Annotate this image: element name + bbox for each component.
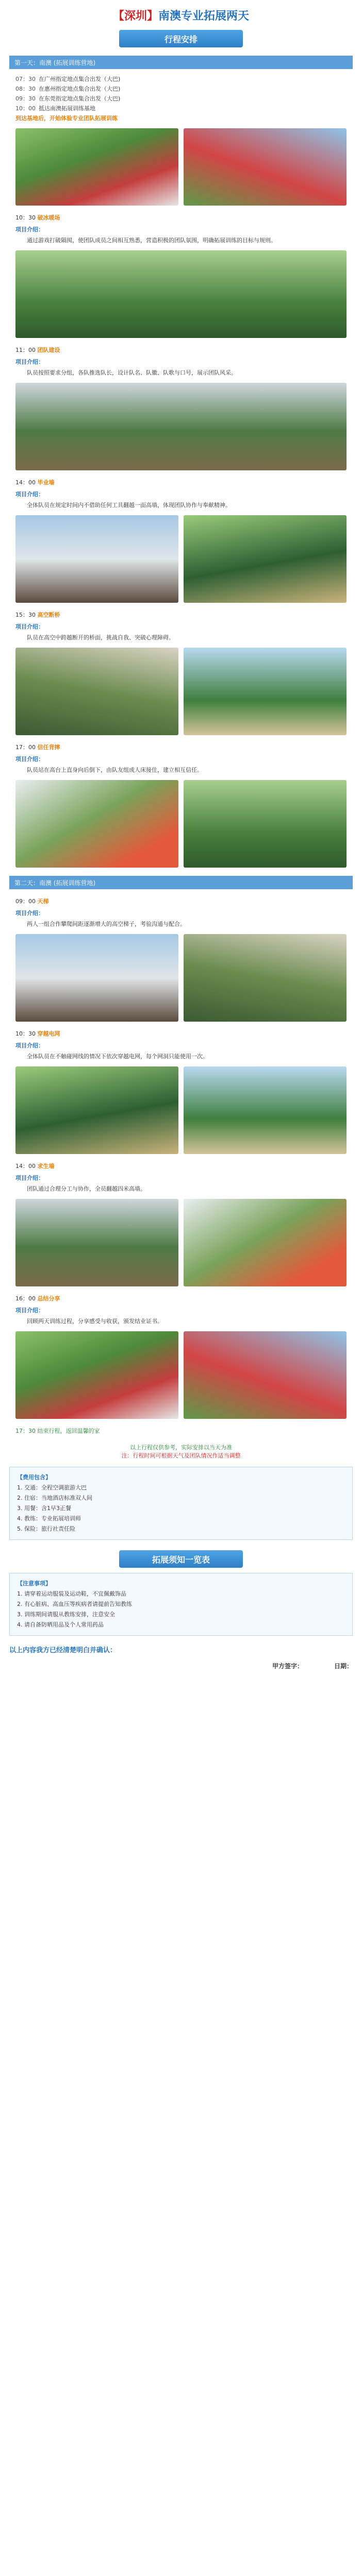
photo-high-bridge-2	[184, 648, 347, 735]
day2-end: 17：30 结束行程，返回温馨的家	[15, 1428, 100, 1434]
activity-desc: 团队通过合理分工与协作，全员翻越四米高墙。	[27, 1185, 146, 1192]
signature-line	[9, 1660, 353, 1672]
activity-name: 高空断桥	[37, 612, 60, 618]
photo-graduation-wall	[15, 515, 178, 603]
photo-row	[15, 383, 347, 470]
activity-label: 项目介绍：	[15, 910, 44, 917]
activity: 10：30 破冰暖场 项目介绍： 通过游戏打破隔阂，使团队成员之间相互熟悉，营造积极的团队氛围，明确拓展训练的目标与规则。	[15, 213, 347, 245]
day2-header: 第二天：南澳 (拓展训练营地)	[9, 876, 353, 889]
activity-name: 求生墙	[37, 1163, 55, 1170]
activity-desc: 全体队员在规定时间内不借助任何工具翻越一面高墙，体现团队协作与奉献精神。	[27, 502, 231, 509]
photo-row	[15, 250, 347, 338]
page-title	[0, 0, 362, 30]
note-green: 以上行程仅供参考，实际安排以当天为准	[130, 1444, 232, 1451]
activity-label: 项目介绍：	[15, 1175, 44, 1181]
photo-row	[15, 1199, 347, 1286]
cost-item: 5. 保险：旅行社责任险	[17, 1526, 75, 1532]
cost-item: 1. 交通：全程空调旅游大巴	[17, 1484, 87, 1491]
activity-desc: 队员站在高台上直身向后倒下，由队友组成人床接住，建立相互信任。	[27, 767, 203, 773]
photo-high-bridge	[15, 648, 178, 735]
photo-trust-fall	[15, 780, 178, 868]
notes-item: 4. 请自备防晒用品及个人常用药品	[17, 1621, 104, 1628]
section-itinerary: 行程安排	[119, 30, 243, 47]
activity-name: 毕业墙	[37, 479, 55, 486]
title-bracket: 【深圳】	[112, 9, 158, 23]
notes-box	[9, 1573, 353, 1636]
section-notes: 拓展须知一览表	[119, 1550, 243, 1568]
photo-team-outdoor	[15, 128, 178, 206]
notes-item: 1. 请穿着运动服装及运动鞋，不宜佩戴饰品	[17, 1590, 126, 1597]
activity-label: 项目介绍：	[15, 756, 44, 762]
day1-header: 第一天：南澳 (拓展训练营地)	[9, 56, 353, 69]
activity-label: 项目介绍：	[15, 491, 44, 498]
photo-row	[15, 780, 347, 868]
photo-sky-ladder	[15, 934, 178, 1022]
activity: 15：30 高空断桥 项目介绍： 队员在高空中跨越断开的桥面，挑战自我、突破心理障碍。	[15, 610, 347, 642]
schedule-item: 09：30 在东莞指定地点集合出发（大巴)	[15, 95, 121, 102]
photo-row	[15, 648, 347, 735]
activity-label: 项目介绍：	[15, 359, 44, 365]
cost-heading: 【费用包含】	[17, 1474, 51, 1481]
photo-row	[15, 1331, 347, 1419]
activity-name: 团队建设	[37, 347, 60, 353]
activity-desc: 队员按照要求分组，各队推选队长，设计队名、队徽、队歌与口号，展示团队风采。	[27, 369, 237, 376]
activity-label: 项目介绍：	[15, 623, 44, 630]
activity-name: 信任背摔	[37, 744, 60, 751]
activity: 14：00 求生墙 项目介绍： 团队通过合理分工与协作，全员翻越四米高墙。	[15, 1161, 347, 1194]
title-text: 南澳专业拓展两天	[158, 9, 250, 23]
schedule-item: 10：00 抵达南澳拓展训练基地	[15, 105, 95, 112]
photo-team-building	[15, 383, 347, 470]
cost-item: 2. 住宿：当地酒店标准双人间	[17, 1495, 92, 1501]
activity: 11：00 团队建设 项目介绍： 队员按照要求分组，各队推选队长，设计队名、队徽、队歌与口号，展示团队风采。	[15, 345, 347, 378]
photo-trust-fall-2	[184, 780, 347, 868]
photo-survival-wall	[15, 1199, 178, 1286]
activity-label: 项目介绍：	[15, 226, 44, 233]
note-red: 注：行程时间可根据天气及团队情况作适当调整	[121, 1452, 241, 1459]
cost-box	[9, 1467, 353, 1540]
activity-label: 项目介绍：	[15, 1307, 44, 1314]
photo-row	[15, 1066, 347, 1154]
schedule-item: 08：30 在惠州指定地点集合出发（大巴)	[15, 86, 121, 92]
activity: 16：00 总结分享 项目介绍： 回顾两天训练过程，分享感受与收获，颁发结业证书。	[15, 1294, 347, 1326]
sign-date: 日期：	[334, 1663, 353, 1670]
itinerary-note	[0, 1443, 362, 1460]
photo-summary	[15, 1331, 178, 1419]
photo-row	[15, 934, 347, 1022]
photo-row	[15, 515, 347, 603]
activity-desc: 通过游戏打破隔阂，使团队成员之间相互熟悉，营造积极的团队氛围，明确拓展训练的目标与规则。	[27, 237, 276, 244]
activity: 14：00 毕业墙 项目介绍： 全体队员在规定时间内不借助任何工具翻越一面高墙，体现团队协作与奉献精神。	[15, 478, 347, 510]
activity-desc: 回顾两天训练过程，分享感受与收获，颁发结业证书。	[27, 1318, 163, 1325]
photo-spider-web	[15, 1066, 178, 1154]
day1-schedule	[15, 74, 347, 123]
photo-sky-ladder-2	[184, 934, 347, 1022]
activity-name: 穿越电网	[37, 1030, 60, 1037]
notes-heading: 【注意事项】	[17, 1580, 51, 1587]
notes-item: 3. 训练期间请服从教练安排，注意安全	[17, 1611, 115, 1618]
footer-confirm: 以上内容我方已经清楚明白并确认：	[9, 1647, 117, 1654]
activity-name: 天梯	[37, 898, 49, 905]
activity-label: 项目介绍：	[15, 1042, 44, 1049]
photo-row	[15, 128, 347, 206]
sign-party-a: 甲方签字：	[272, 1663, 303, 1670]
activity-name: 破冰暖场	[37, 214, 60, 221]
activity-name: 总结分享	[37, 1295, 60, 1302]
photo-icebreaker	[15, 250, 347, 338]
photo-summary-2	[184, 1331, 347, 1419]
photo-team-red	[184, 128, 347, 206]
activity-desc: 队员在高空中跨越断开的桥面，挑战自我、突破心理障碍。	[27, 634, 174, 641]
activity: 10：30 穿越电网 项目介绍： 全体队员在不触碰网线的情况下依次穿越电网，每个网洞只能使用一次。	[15, 1029, 347, 1061]
photo-survival-wall-2	[184, 1199, 347, 1286]
cost-item: 4. 教练：专业拓展培训师	[17, 1515, 81, 1522]
activity-desc: 全体队员在不触碰网线的情况下依次穿越电网，每个网洞只能使用一次。	[27, 1053, 208, 1060]
notes-item: 2. 有心脏病、高血压等疾病者请提前告知教练	[17, 1601, 132, 1607]
activity: 17：00 信任背摔 项目介绍： 队员站在高台上直身向后倒下，由队友组成人床接住，建立相互信任。	[15, 742, 347, 775]
footer	[9, 1645, 353, 1672]
activity-desc: 两人一组合作攀爬间距逐渐增大的高空梯子，考验沟通与配合。	[27, 921, 186, 927]
activity: 09：00 天梯 项目介绍： 两人一组合作攀爬间距逐渐增大的高空梯子，考验沟通与配合。	[15, 896, 347, 929]
cost-item: 3. 用餐：含1早3正餐	[17, 1505, 71, 1512]
photo-spider-web-2	[184, 1066, 347, 1154]
schedule-item: 07：30 在广州指定地点集合出发（大巴)	[15, 76, 121, 82]
photo-wall-climb	[184, 515, 347, 603]
day1-intro: 到达基地后，开始体验专业团队拓展训练	[15, 115, 118, 122]
